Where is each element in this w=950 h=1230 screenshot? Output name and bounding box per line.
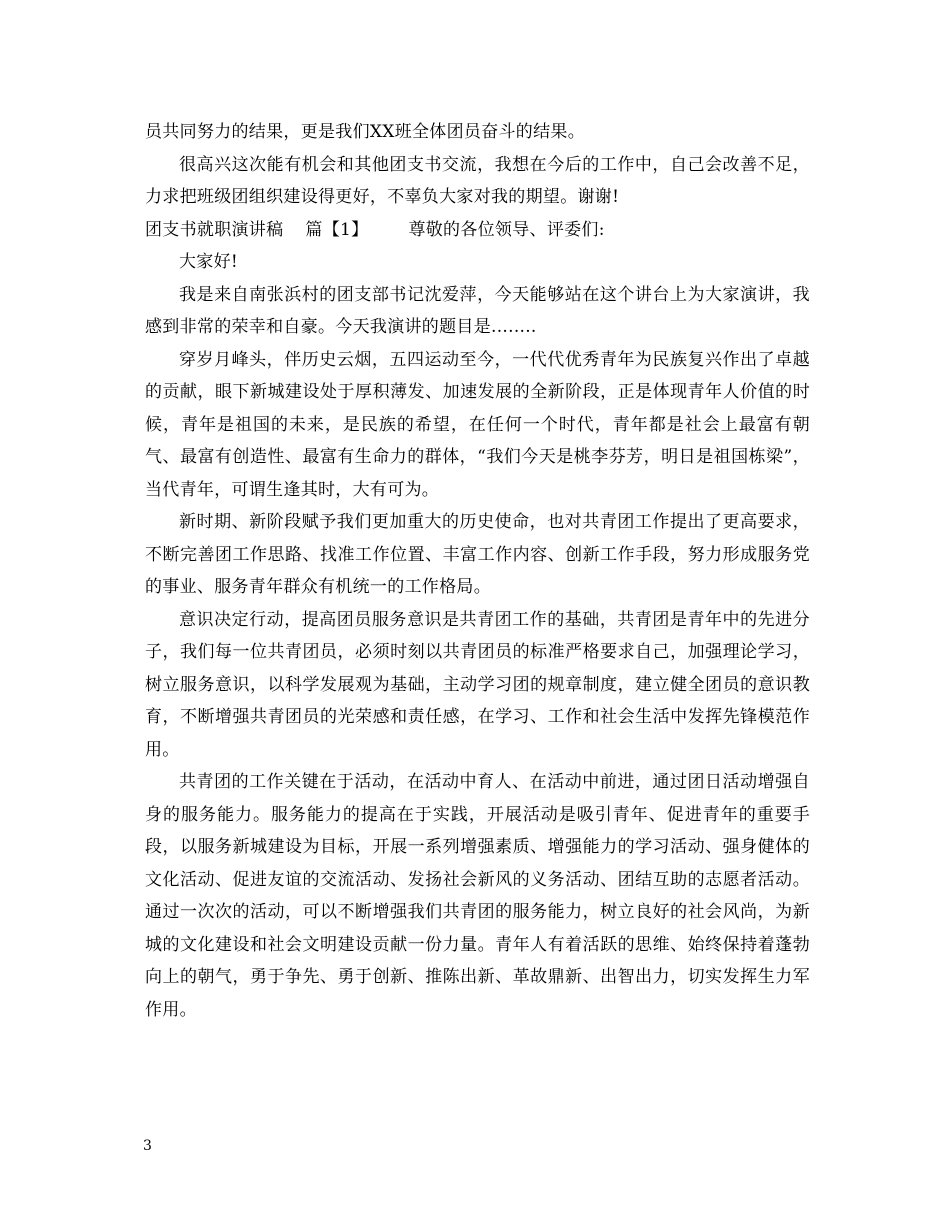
heading-part: 篇【1】 <box>305 219 369 240</box>
document-body <box>145 116 810 1026</box>
section-heading <box>145 214 810 247</box>
paragraph-introduction: 我是来自南张浜村的团支部书记沈爱萍，今天能够站在这个讲台上为大家演讲，我感到非常的荣幸和自豪。今天我演讲的题目是........ <box>145 284 810 337</box>
paragraph-youth: 穿岁月峰头，伴历史云烟，五四运动至今，一代代优秀青年为民族复兴作出了卓越的贡献，眼下新城建设处于厚积薄发、加速发展的全新阶段，正是体现青年人价值的时候，青年是祖国的未来，是民族的希望，在任何一个时代，青年都是社会上最富有朝气、最富有创造性、最富有生命力的群体，“我们今天是桃李芬芳，明日是祖国栋梁”，当代青年，可谓生逢其时，大有可为。 <box>145 349 810 500</box>
paragraph-mission: 新时期、新阶段赋予我们更加重大的历史使命，也对共青团工作提出了更高要求，不断完善团工作思路、找准工作位置、丰富工作内容、创新工作手段，努力形成服务党的事业、服务青年群众有机统一的工作格局。 <box>145 512 810 597</box>
heading-title: 团支书就职演讲稿 <box>145 219 284 240</box>
paragraph-continuation: 员共同努力的结果，更是我们XX班全体团员奋斗的结果。 <box>145 122 586 142</box>
paragraph-closing: 很高兴这次能有机会和其他团支书交流，我想在今后的工作中，自己会改善不足，力求把班级团组织建设得更好，不辜负大家对我的期望。谢谢! <box>145 154 810 207</box>
paragraph-greeting: 大家好! <box>179 252 239 272</box>
page-number: 3 <box>143 1138 152 1154</box>
paragraph-awareness: 意识决定行动，提高团员服务意识是共青团工作的基础，共青团是青年中的先进分子，我们每一位共青团员，必须时刻以共青团员的标准严格要求自己，加强理论学习，树立服务意识，以科学发展观为基础，主动学习团的规章制度，建立健全团员的意识教育，不断增强共青团员的光荣感和责任感，在学习、工作和社会生活中发挥先锋模范作用。 <box>145 609 810 760</box>
heading-salutation: 尊敬的各位领导、评委们: <box>408 219 605 240</box>
paragraph-activities: 共青团的工作关键在于活动，在活动中育人、在活动中前进，通过团日活动增强自身的服务能力。服务能力的提高在于实践，开展活动是吸引青年、促进青年的重要手段，以服务新城建设为目标，开展一系列增强素质、增强能力的学习活动、强身健体的文化活动、促进友谊的交流活动、发扬社会新风的义务活动、团结互助的志愿者活动。通过一次次的活动，可以不断增强我们共青团的服务能力，树立良好的社会风尚，为新城的文化建设和社会文明建设贡献一份力量。青年人有着活跃的思维、始终保持着蓬勃向上的朝气，勇于争先、勇于创新、推陈出新、革故鼎新、出智出力，切实发挥生力军作用。 <box>145 772 810 1020</box>
